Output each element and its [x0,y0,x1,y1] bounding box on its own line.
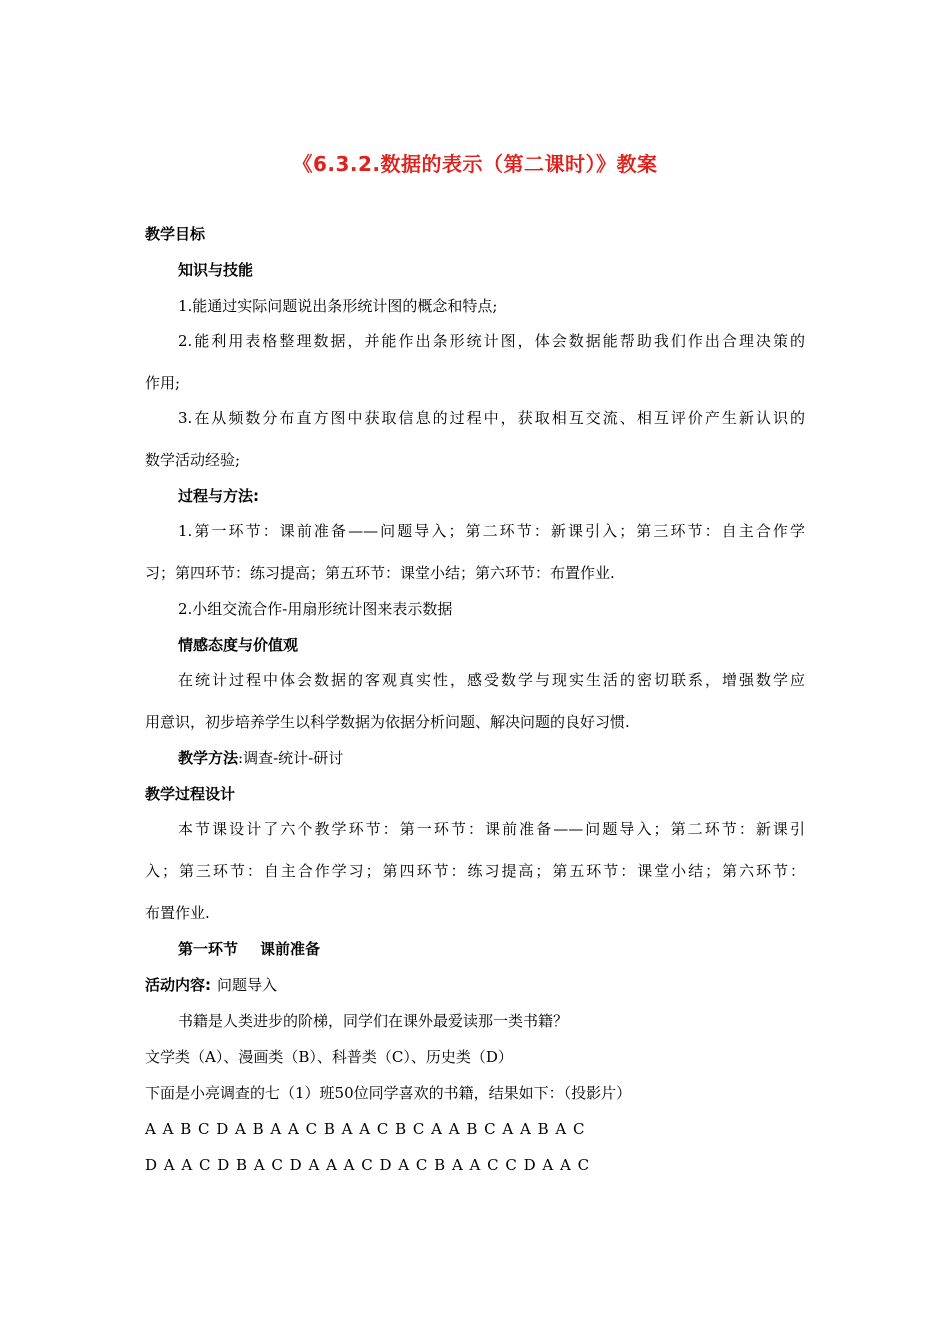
subheading-attitude-values: 情感态度与价值观 [178,636,299,654]
subheading-process-methods: 过程与方法: [178,487,259,505]
paragraph-k3-line1: 3.在从频数分布直方图中获取信息的过程中，获取相互交流、相互评价产生新认识的 [178,409,805,427]
paragraph-a1-line2: 用意识，初步培养学生以科学数据为依据分析问题、解决问题的良好习惯. [145,713,630,731]
teaching-method-value: :调查-统计-研讨 [238,749,344,767]
paragraph-p2: 2.小组交流合作-用扇形统计图来表示数据 [178,600,453,618]
paragraph-k3-line2: 数学活动经验; [145,451,241,469]
section-heading-first [178,939,320,959]
teaching-method-line [178,748,343,768]
survey-intro-text: 下面是小亮调查的七（1）班50位同学喜欢的书籍，结果如下：（投影片） [145,1084,632,1102]
paragraph-d1-line3: 布置作业. [145,904,210,922]
paragraph-k1: 1.能通过实际问题说出条形统计图的概念和特点; [178,297,498,315]
activity-value: 问题导入 [217,976,278,994]
paragraph-p1-line1: 1.第一环节：课前准备——问题导入；第二环节：新课引入；第三环节：自主合作学 [178,522,805,540]
paragraph-a1-line1: 在统计过程中体会数据的客观真实性，感受数学与现实生活的密切联系，增强数学应 [178,671,805,689]
document-title: 《6.3.2.数据的表示（第二课时）》教案 [292,152,658,176]
section-heading-first-number: 第一环节 [178,940,239,958]
heading-process-design: 教学过程设计 [145,785,236,803]
paragraph-k2-line2: 作用; [145,374,181,392]
question-text: 书籍是人类进步的阶梯，同学们在课外最爱读那一类书籍？ [178,1012,569,1030]
paragraph-k2-line1: 2.能利用表格整理数据，并能作出条形统计图，体会数据能帮助我们作出合理决策的 [178,332,805,350]
paragraph-d1-line1: 本节课设计了六个教学环节：第一环节：课前准备——问题导入；第二环节：新课引 [178,820,805,838]
paragraph-d1-line2: 入；第三环节：自主合作学习；第四环节：练习提高；第五环节：课堂小结；第六环节： [145,862,805,880]
subheading-knowledge-skills: 知识与技能 [178,261,254,279]
survey-data-row-1: A A B C D A B A A C B A A C B C A A B C A A B A C [145,1120,585,1138]
section-heading-first-title: 课前准备 [260,940,321,958]
heading-teaching-goals: 教学目标 [145,225,206,243]
activity-label: 活动内容: [145,976,211,994]
activity-line [145,975,277,995]
teaching-method-label: 教学方法 [178,749,239,767]
paragraph-p1-line2: 习；第四环节：练习提高；第五环节：课堂小结；第六环节：布置作业. [145,564,615,582]
categories-text: 文学类（A）、漫画类（B）、科普类（C）、历史类（D） [145,1048,513,1066]
survey-data-row-2: D A A C D B A C D A A A C D A C B A A C C D A A C [145,1156,590,1174]
